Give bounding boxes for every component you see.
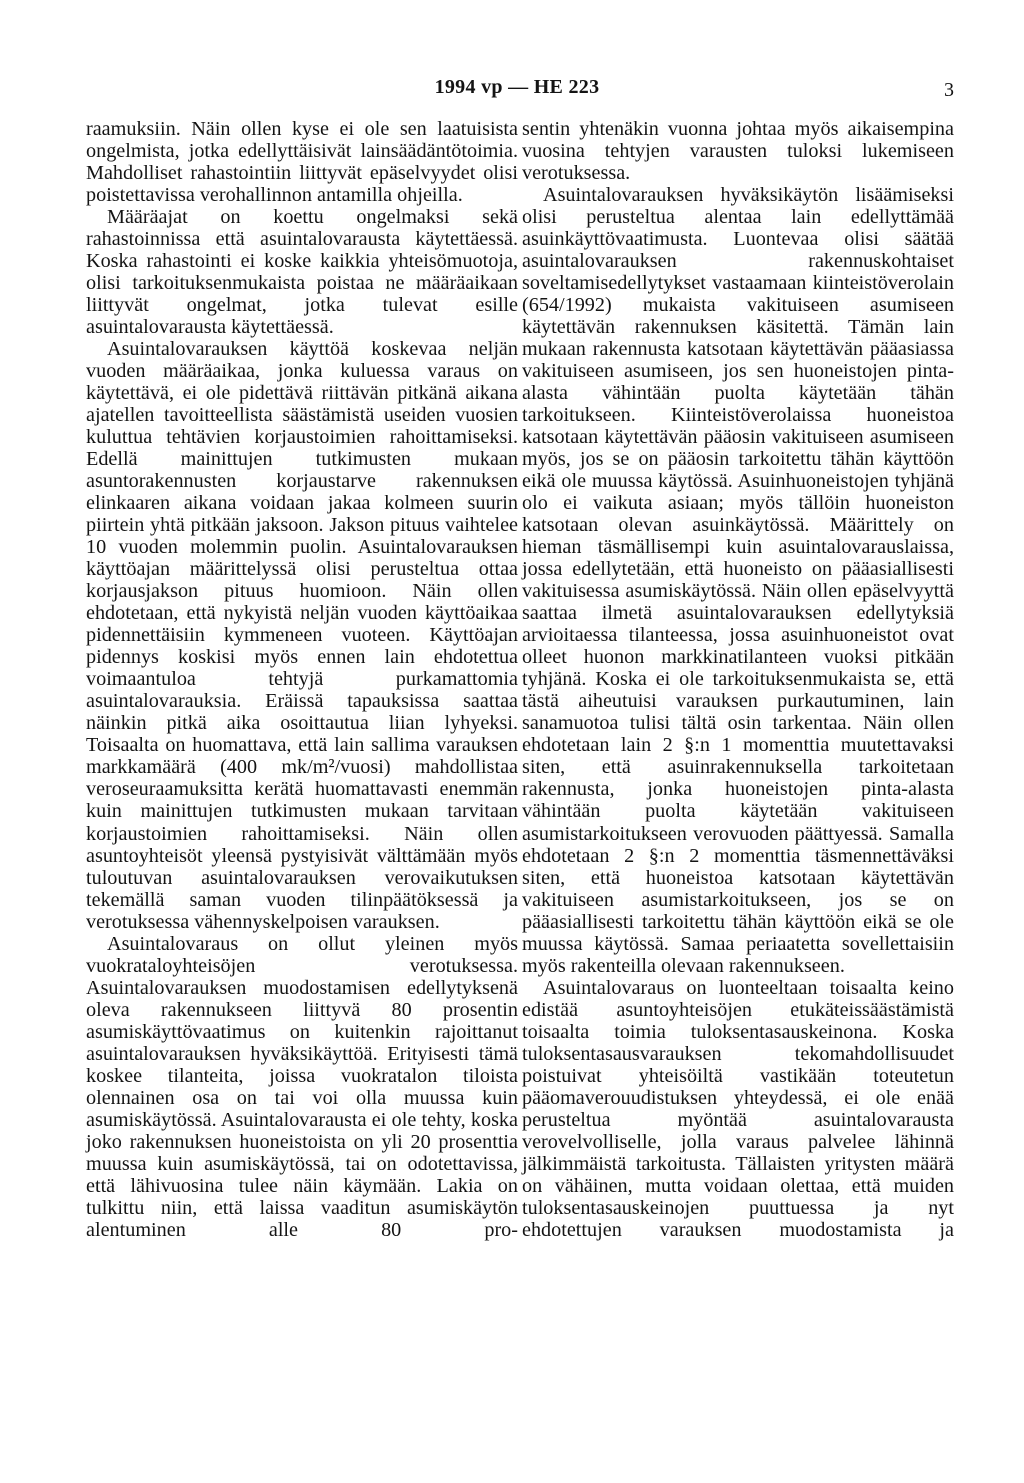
- paragraph: Asuintalovarauksen hyväksikäytön lisäämiseksi olisi perusteltua alentaa lain edellyttämää asuinkäyttövaatimusta. Luontevaa olisi säätää asuintalovarauksen rakennuskohtaiset soveltamisedellytykset vastaamaan kiinteistöverolain (654/1992) mukaista vakituiseen asumiseen käytettävän rakennuksen käsitettä. Tämän lain mukaan rakennusta katsotaan käytettävän pääasiassa vakituiseen asumiseen, jos sen huoneistojen pinta-alasta vähintään puolta käytetään tähän tarkoitukseen. Kiinteistöverolaissa huoneistoa katsotaan käytettävän pääosin vakituiseen asumiseen myös, jos se on pääosin tarkoitettu tähän käyttöön eikä ole muussa käytössä. Asuinhuoneistojen tyhjänä olo ei vaikuta asiaan; myös tällöin huoneiston katsotaan olevan asuinkäytössä. Määrittely on hieman täsmällisempi kuin asuintalovarauslaissa, jossa edellytetään, että huoneisto on pääasiallisesti vakituisessa asumiskäytössä. Näin ollen epäselvyyttä saattaa ilmetä asuintalovarauksen edellytyksiä arvioitaessa tilanteessa, jossa asuinhuoneistot ovat olleet huonon markkinatilanteen vuoksi pitkään tyhjänä. Koska ei ole tarkoituksenmukaista se, että tästä aiheutuisi varauksen purkautuminen, lain sanamuotoa tulisi tältä osin tarkentaa. Näin ollen ehdotetaan lain 2 §:n 1 momenttia muutettavaksi siten, että asuinrakennuksella tarkoitetaan rakennusta, jonka huoneistojen pinta-alasta vähintään puolta käytetään vakituiseen asumistarkoitukseen verovuoden päättyessä. Samalla ehdotetaan 2 §:n 2 momenttia täsmennettäväksi siten, että huoneistoa katsotaan käytettävän vakituiseen asumistarkoitukseen, jos se on pääasiallisesti tarkoitettu tähän käyttöön eikä se ole muussa käytössä. Samaa periaatetta sovellettaisiin myös rakenteilla olevaan rakennukseen.: [522, 184, 954, 977]
- right-column: [522, 118, 954, 1241]
- paragraph: Asuintalovarauksen käyttöä koskevaa neljän vuoden määräaikaa, jonka kuluessa varaus on käytettävä, ei ole pidettävä riittävän pitkänä aikana ajatellen tavoitteellista säästämistä useiden vuosien kuluttua tehtävien korjaustoimien rahoittamiseksi. Edellä mainittujen tutkimusten mukaan asuntorakennusten korjaustarve rakennuksen elinkaaren aikana voidaan jakaa kolmeen suurin piirtein yhtä pitkään jaksoon. Jakson pituus vaihtelee 10 vuoden molemmin puolin. Asuintalovarauksen käyttöajan määrittelyssä olisi perusteltua ottaa korjausjakson pituus huomioon. Näin ollen ehdotetaan, että nykyistä neljän vuoden käyttöaikaa pidennettäisiin kymmeneen vuoteen. Käyttöajan pidennys koskisi myös ennen lain ehdotettua voimaantuloa tehtyjä purkamattomia asuintalovarauksia. Eräissä tapauksissa saattaa näinkin pitkä aika osoittautua liian lyhyeksi. Toisaalta on huomattava, että lain sallima varauksen markkamäärä (400 mk/m²/vuosi) mahdollistaa veroseuraamuksitta kerätä huomattavasti enemmän kuin mainittujen tutkimusten mukaan tarvitaan korjaustoimien rahoittamiseksi. Näin ollen asuntoyhteisöt yleensä pystyisivät välttämään myös tuloutuvan asuintalovarauksen verovaikutuksen tekemällä saman vuoden tilinpäätöksessä ja verotuksessa vähennyskelpoisen varauksen.: [86, 338, 518, 933]
- paragraph: Asuintalovaraus on ollut yleinen myös vuokrataloyhteisöjen verotuksessa. Asuintalovarauksen muodostamisen edellytyksenä oleva rakennukseen liittyvä 80 prosentin asumiskäyttövaatimus on kuitenkin rajoittanut asuintalovarauksen hyväksikäyttöä. Erityisesti tämä koskee tilanteita, joissa vuokratalon tiloista olennainen osa on tai voi olla muussa kuin asumiskäytössä. Asuintalovarausta ei ole tehty, koska joko rakennuksen huoneistoista on yli 20 prosenttia muussa kuin asumiskäytössä, tai on odotettavissa, että lähivuosina tulee näin käymään. Lakia on tulkittu niin, että laissa vaaditun asumiskäytön alentuminen alle 80 pro-: [86, 932, 518, 1241]
- running-head: 1994 vp — HE 223: [434, 76, 600, 98]
- paragraph: sentin yhtenäkin vuonna johtaa myös aikaisempina vuosina tehtyjen varausten tuloksi lukemiseen verotuksessa.: [522, 118, 954, 185]
- paragraph: Asuintalovaraus on luonteeltaan toisaalta keino edistää asuntoyhteisöjen etukäteissäästämistä toisaalta toimia tuloksentasauskeinona. Koska tuloksentasausvarauksen tekomahdollisuudet poistuivat yhteisöiltä vastikään toteutetun pääomaverouudistuksen yhteydessä, ei ole enää perusteltua myöntää asuintalovarausta verovelvolliselle, jolla varaus palvelee lähinnä jälkimmäistä tarkoitusta. Tällaisten yritysten määrä on vähäinen, mutta voidaan olettaa, että muiden tuloksentasauskeinojen puuttuessa ja nyt ehdotettujen varauksen muodostamista ja: [522, 976, 954, 1241]
- page-header: [80, 76, 954, 106]
- left-column: [86, 118, 518, 1241]
- page-number: 3: [944, 79, 954, 101]
- paragraph: raamuksiin. Näin ollen kyse ei ole sen laatuisista ongelmista, jotka edellyttäisivät lainsäädäntötoimia. Mahdolliset rahastointiin liittyvät epäselvyydet olisi poistettavissa verohallinnon antamilla ohjeilla.: [86, 118, 518, 207]
- paragraph: Määräajat on koettu ongelmaksi sekä rahastoinnissa että asuintalovarausta käytettäessä. Koska rahastointi ei koske kaikkia yhteisömuotoja, olisi tarkoituksenmukaista poistaa ne määräaikaan liittyvät ongelmat, jotka tulevat esille asuintalovarausta käytettäessä.: [86, 206, 518, 339]
